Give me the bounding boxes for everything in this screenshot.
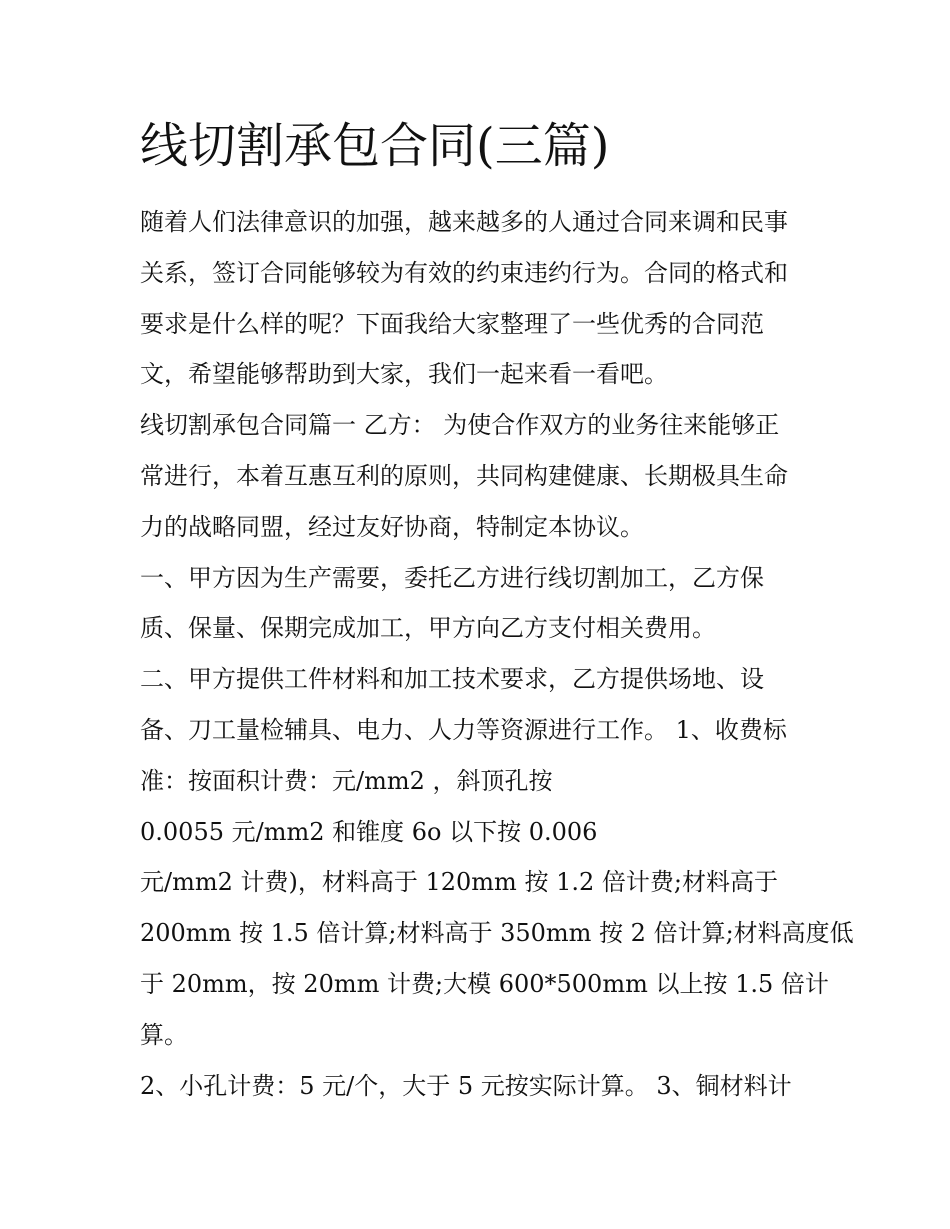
body-line: 200mm 按 1.5 倍计算;材料高于 350mm 按 2 倍计算;材料高度低 bbox=[140, 919, 854, 947]
body-line: 随着人们法律意识的加强，越来越多的人通过合同来调和民事 bbox=[140, 208, 788, 236]
body-line: 质、保量、保期完成加工，甲方向乙方支付相关费用。 bbox=[140, 614, 716, 642]
body-line: 2、小孔计费：5 元/个，大于 5 元按实际计算。 3、铜材料计 bbox=[140, 1072, 792, 1100]
body-line: 常进行，本着互惠互利的原则，共同构建健康、长期极具生命 bbox=[140, 462, 788, 490]
body-line: 文，希望能够帮助到大家，我们一起来看一看吧。 bbox=[140, 360, 668, 388]
body-line: 一、甲方因为生产需要，委托乙方进行线切割加工，乙方保 bbox=[140, 564, 764, 592]
body-line: 0.0055 元/mm2 和锥度 6o 以下按 0.006 bbox=[140, 818, 598, 846]
body-line: 关系，签订合同能够较为有效的约束违约行为。合同的格式和 bbox=[140, 259, 788, 287]
body-line: 力的战略同盟，经过友好协商，特制定本协议。 bbox=[140, 513, 644, 541]
document-title: 线切割承包合同(三篇) bbox=[140, 118, 610, 174]
body-line: 备、刀工量检辅具、电力、人力等资源进行工作。 1、收费标 bbox=[140, 716, 787, 744]
body-line: 元/mm2 计费)，材料高于 120mm 按 1.2 倍计费;材料高于 bbox=[140, 868, 778, 896]
body-line: 准：按面积计费：元/mm2 ，斜顶孔按 bbox=[140, 767, 553, 795]
body-line: 于 20mm，按 20mm 计费;大模 600*500mm 以上按 1.5 倍计 bbox=[140, 970, 829, 998]
body-line: 二、甲方提供工件材料和加工技术要求，乙方提供场地、设 bbox=[140, 665, 764, 693]
body-line: 算。 bbox=[140, 1021, 188, 1049]
body-line: 要求是什么样的呢？下面我给大家整理了一些优秀的合同范 bbox=[140, 310, 764, 338]
body-line: 线切割承包合同篇一 乙方： 为使合作双方的业务往来能够正 bbox=[140, 411, 780, 439]
